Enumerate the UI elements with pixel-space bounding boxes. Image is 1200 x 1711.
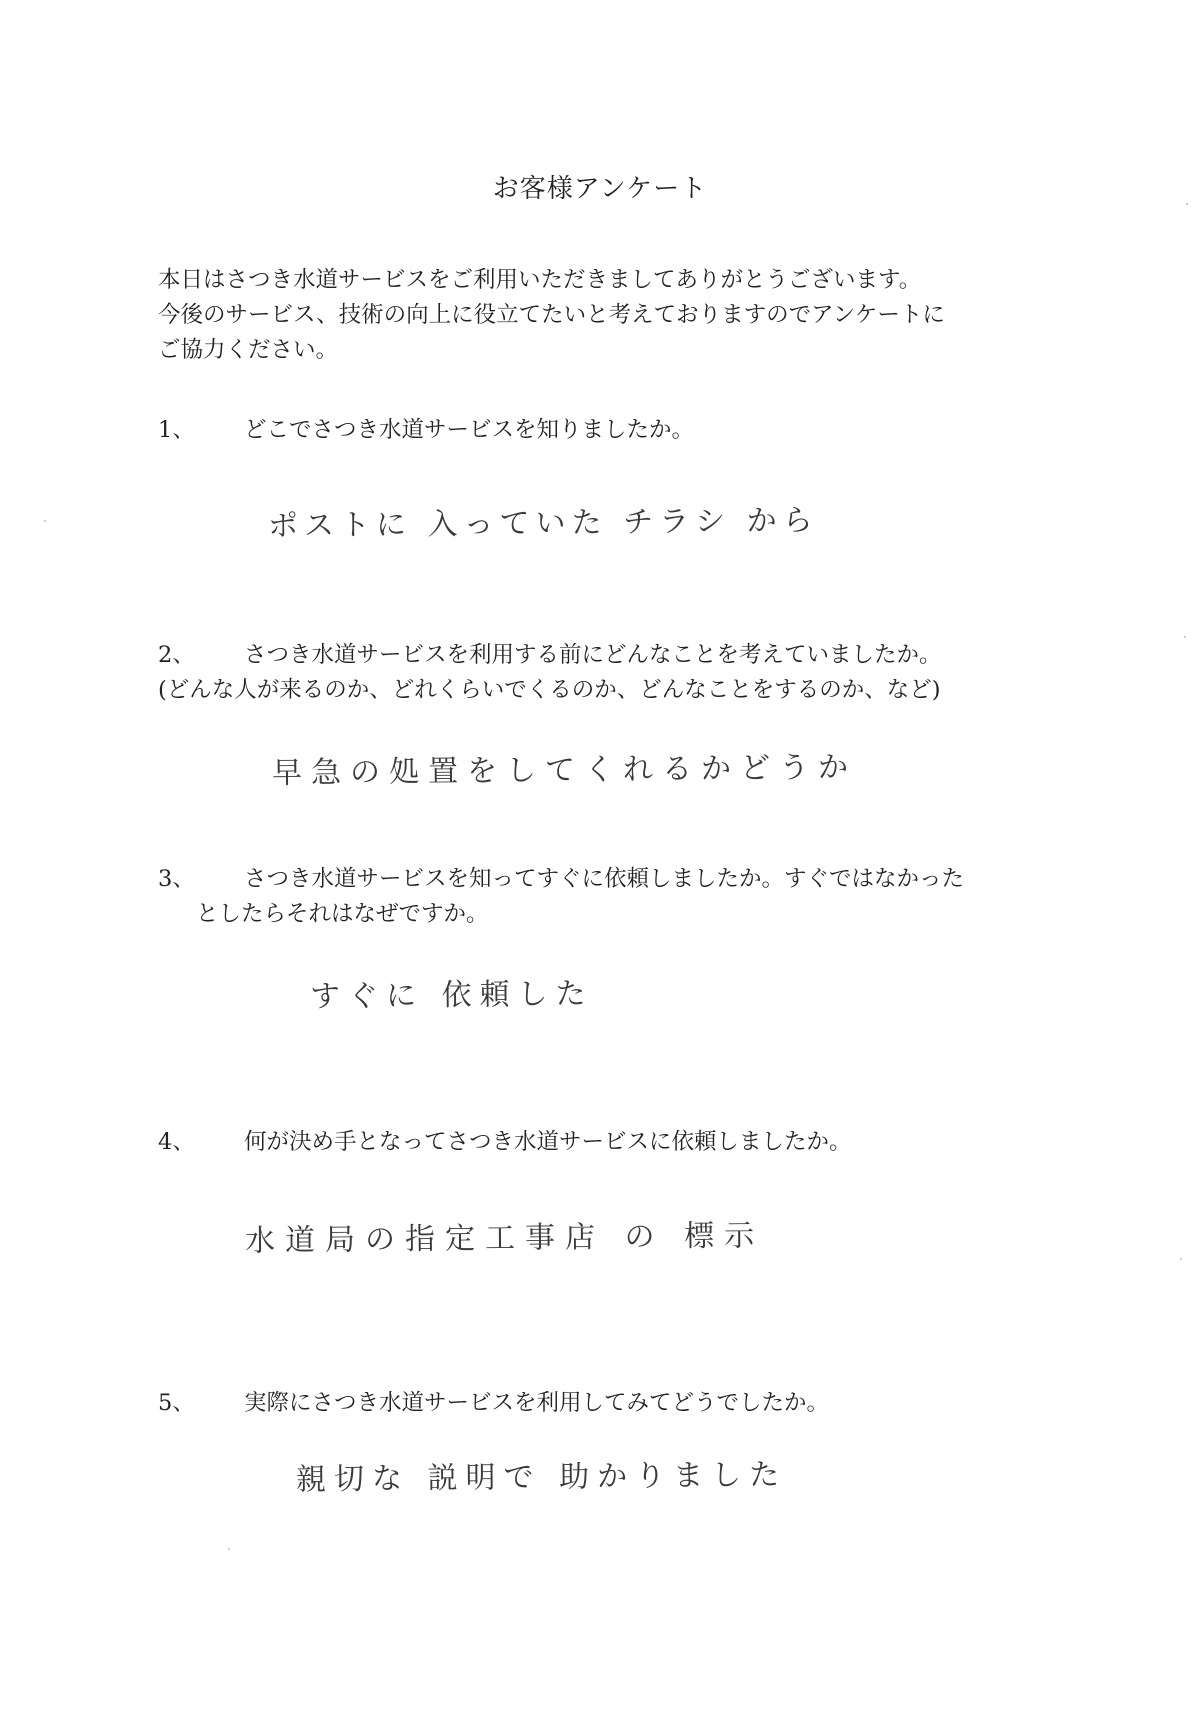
scan-speck (1186, 203, 1188, 205)
question-3 (158, 862, 1058, 932)
intro-paragraph (158, 263, 1058, 368)
question-continuation: としたらそれはなぜですか。 (196, 901, 489, 927)
handwritten-answer-5: 親切な 説明で 助かりました (295, 1457, 788, 1498)
scan-speck (44, 520, 46, 522)
question-2 (158, 638, 1058, 708)
question-number: 3、 (158, 866, 195, 892)
handwritten-answer-2: 早急の処置をしてくれるかどうか (271, 749, 858, 792)
intro-line: ご協力ください。 (158, 337, 339, 363)
question-text: 実際にさつき水道サービスを利用してみてどうでしたか。 (244, 1390, 830, 1416)
handwritten-answer-1: ポストに 入っていた チラシ から (267, 503, 819, 544)
handwritten-answer-3: すぐに 依頼した (309, 976, 594, 1015)
question-number: 5、 (158, 1390, 195, 1416)
question-text: さつき水道サービスを知ってすぐに依頼しましたか。すぐではなかった (244, 866, 965, 892)
question-number: 4、 (158, 1129, 195, 1155)
question-text: さつき水道サービスを利用する前にどんなことを考えていましたか。 (244, 642, 942, 668)
question-1 (158, 413, 1058, 448)
question-4 (158, 1125, 1058, 1160)
intro-line: 今後のサービス、技術の向上に役立てたいと考えておりますのでアンケートに (158, 302, 945, 328)
question-text: どこでさつき水道サービスを知りましたか。 (244, 417, 695, 443)
question-5 (158, 1386, 1058, 1421)
scan-speck (1184, 636, 1186, 638)
page-title: お客様アンケート (492, 174, 708, 204)
scan-speck (1180, 1258, 1182, 1260)
handwritten-answer-4: 水道局の指定工事店 の 標示 (244, 1218, 765, 1259)
scan-speck (228, 1548, 230, 1550)
question-number: 1、 (158, 417, 195, 443)
intro-line: 本日はさつき水道サービスをご利用いただきましてありがとうございます。 (158, 267, 922, 293)
question-subtext: (どんな人が来るのか、どれくらいでくるのか、どんなことをするのか、など) (158, 677, 941, 703)
question-number: 2、 (158, 642, 195, 668)
question-text: 何が決め手となってさつき水道サービスに依頼しましたか。 (244, 1129, 852, 1155)
